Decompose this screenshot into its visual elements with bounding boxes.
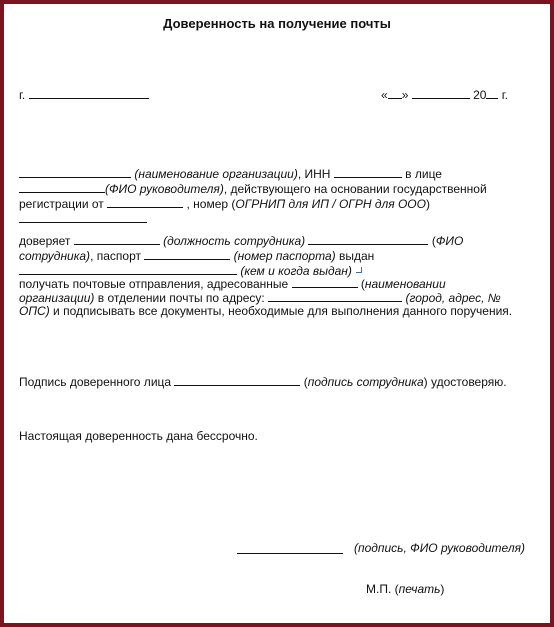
address-blank <box>268 290 402 302</box>
para2-line5 <box>19 290 501 305</box>
city-blank <box>29 87 149 99</box>
post-office-text: в отделении почты по адресу: <box>97 291 265 305</box>
year-blank <box>486 87 498 99</box>
document-page <box>4 4 550 623</box>
trust-label: доверяет <box>19 234 71 248</box>
address-hint: (город, адрес, № <box>405 291 501 305</box>
name-hint: наименовании <box>364 277 446 291</box>
issued-hint: (кем и когда выдан) <box>240 264 352 278</box>
reg-date-blank <box>107 196 183 208</box>
city-prefix: г. <box>19 88 26 102</box>
para2-line2 <box>19 248 374 263</box>
para1-basis: , действующего на основании государственной <box>223 182 487 196</box>
passport-label: , паспорт <box>90 249 141 263</box>
trustee-signature-label: Подпись доверенного лица <box>19 375 172 389</box>
year-suffix: г. <box>501 88 509 102</box>
passport-hint: (номер паспорта) <box>233 249 336 263</box>
org-hint: (наименование организации) <box>134 167 298 181</box>
para2-line1 <box>19 233 463 248</box>
reg-label: регистрации от <box>19 197 104 211</box>
certify-text: удостоверяю. <box>431 375 507 389</box>
para2-line4 <box>19 276 446 291</box>
trustee-signature-blank <box>174 374 300 386</box>
num-label: , номер ( <box>186 197 236 211</box>
para1-line4 <box>19 211 147 226</box>
sign-docs-text: и подписывать все документы, необходимые для выполнения данного поручения. <box>53 304 513 318</box>
position-hint: (должность сотрудника) <box>163 234 306 248</box>
ogrn-close: ) <box>425 197 430 211</box>
position-blank <box>74 233 160 245</box>
day-blank <box>388 87 402 99</box>
para1-line2 <box>19 181 487 196</box>
fio-open: ( <box>431 234 436 248</box>
head-blank <box>19 181 105 193</box>
fio-hint: ФИО <box>435 234 464 248</box>
date-line <box>381 87 508 102</box>
receive-text: получать почтовые отправления, адресованные <box>19 277 289 291</box>
text-cursor-marker <box>356 267 362 273</box>
employee-hint: сотрудника) <box>19 249 91 263</box>
document-title: Доверенность на получение почты <box>163 16 391 31</box>
issued-label: выдан <box>338 249 375 263</box>
issued-by-blank <box>19 263 237 275</box>
name-open: ( <box>360 277 365 291</box>
org-blank <box>19 166 131 178</box>
stamp-line <box>366 582 444 596</box>
ops-hint: ОПС) <box>19 304 50 318</box>
org-hint-2: организации) <box>19 291 95 305</box>
head-signature-blank <box>237 542 343 554</box>
stamp-suffix: ) <box>440 582 445 596</box>
year-prefix: 20 <box>473 88 487 102</box>
sign-open: ( <box>303 375 308 389</box>
inn-label: , ИНН <box>297 167 331 181</box>
ogrn-hint: ОГРНИП для ИП / ОГРН для ООО <box>235 197 426 211</box>
month-blank <box>412 87 470 99</box>
city-line <box>19 87 149 102</box>
stamp-prefix: М.П. ( <box>366 582 399 596</box>
reg-number-blank <box>19 211 147 223</box>
face-label: в лице <box>405 167 442 181</box>
sign-hint: подпись сотрудника <box>307 375 424 389</box>
trustee-signature-line <box>19 374 507 389</box>
stamp-hint: печать <box>398 582 441 596</box>
sign-close: ) <box>423 375 428 389</box>
head-hint: (ФИО руководителя) <box>105 182 224 196</box>
addressee-blank <box>292 276 358 288</box>
passport-blank <box>144 248 230 260</box>
para1-line1 <box>19 166 442 181</box>
inn-blank <box>334 166 402 178</box>
validity-text: Настоящая доверенность дана бессрочно. <box>19 429 258 443</box>
date-open-quote: « <box>381 88 388 102</box>
employee-name-blank <box>308 233 428 245</box>
head-signature-hint: (подпись, ФИО руководителя) <box>354 541 525 555</box>
para1-line3 <box>19 196 430 211</box>
date-close-quote: » <box>401 88 409 102</box>
para2-line6 <box>19 304 512 318</box>
head-signature-line <box>237 542 343 557</box>
